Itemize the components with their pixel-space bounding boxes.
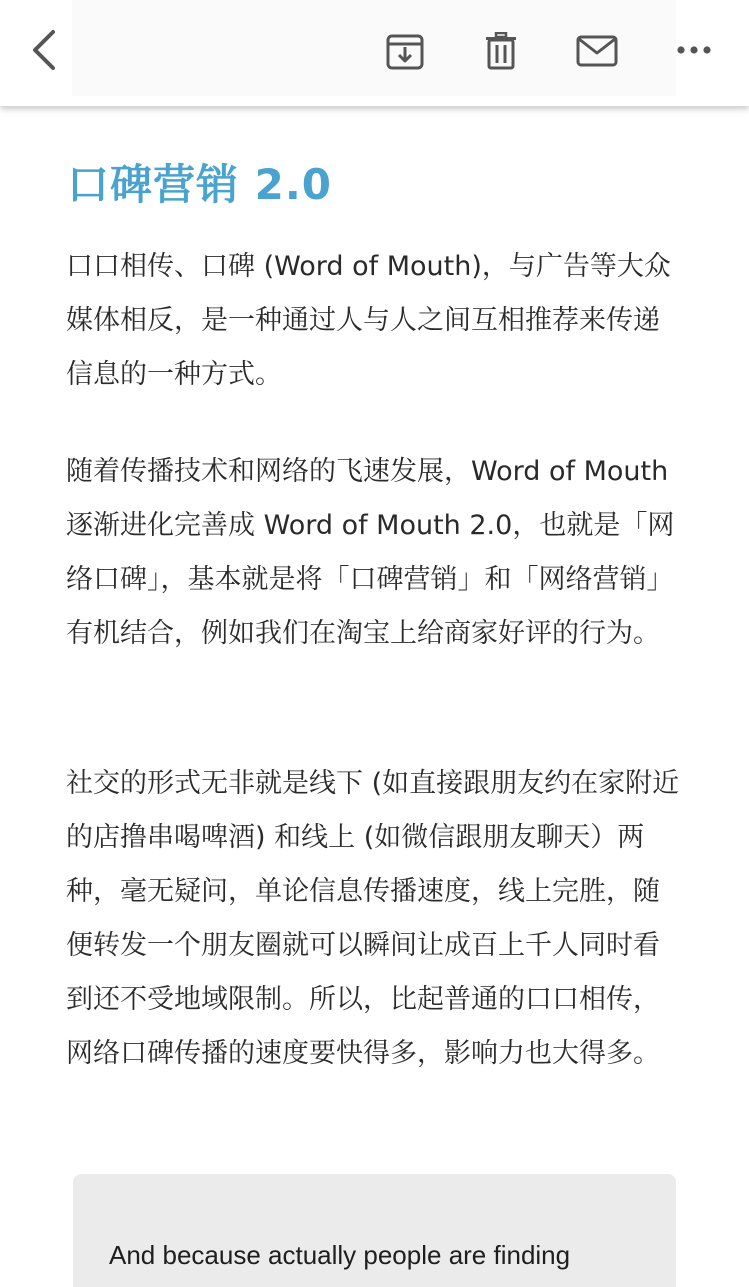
archive-download-icon bbox=[386, 32, 424, 70]
article-paragraph: 口口相传、口碑 (Word of Mouth)，与广告等大众媒体相反，是一种通过人与人之间互相推荐来传递信息的一种方式。 bbox=[66, 251, 671, 390]
delete-button[interactable] bbox=[478, 26, 524, 76]
trash-icon bbox=[485, 32, 517, 70]
article-paragraph: 社交的形式无非就是线下 (如直接跟朋友约在家附近的店撸串喝啤酒) 和线上 (如微信跟朋友聊天）两种，毫无疑问，单论信息传播速度，线上完胜，随便转发一个朋友圈就可以瞬间让成百上千人同时看到还不受地域限制。所以，比起普通的口口相传，网络口碑传播的速度要快得多，影响力也大得多。 bbox=[66, 768, 680, 1069]
article-title: 口碑营销 2.0 bbox=[67, 160, 333, 209]
top-toolbar bbox=[0, 0, 749, 106]
back-button[interactable] bbox=[22, 24, 66, 76]
more-dots-icon bbox=[676, 45, 712, 55]
blockquote bbox=[73, 1174, 676, 1287]
archive-button[interactable] bbox=[380, 26, 430, 76]
more-options-button[interactable] bbox=[672, 30, 716, 70]
article-content bbox=[0, 106, 749, 1287]
blockquote-text: And because actually people are finding bbox=[109, 1240, 571, 1270]
chevron-left-icon bbox=[29, 28, 59, 72]
article-paragraph: 随着传播技术和网络的飞速发展，Word of Mouth 逐渐进化完善成 Word of Mouth 2.0，也就是「网络口碑」，基本就是将「口碑营销」和「网络营销」有机结合，例如我们在淘宝上给商家好评的行为。 bbox=[66, 456, 675, 649]
mail-envelope-icon bbox=[576, 35, 618, 67]
mail-button[interactable] bbox=[572, 28, 622, 74]
